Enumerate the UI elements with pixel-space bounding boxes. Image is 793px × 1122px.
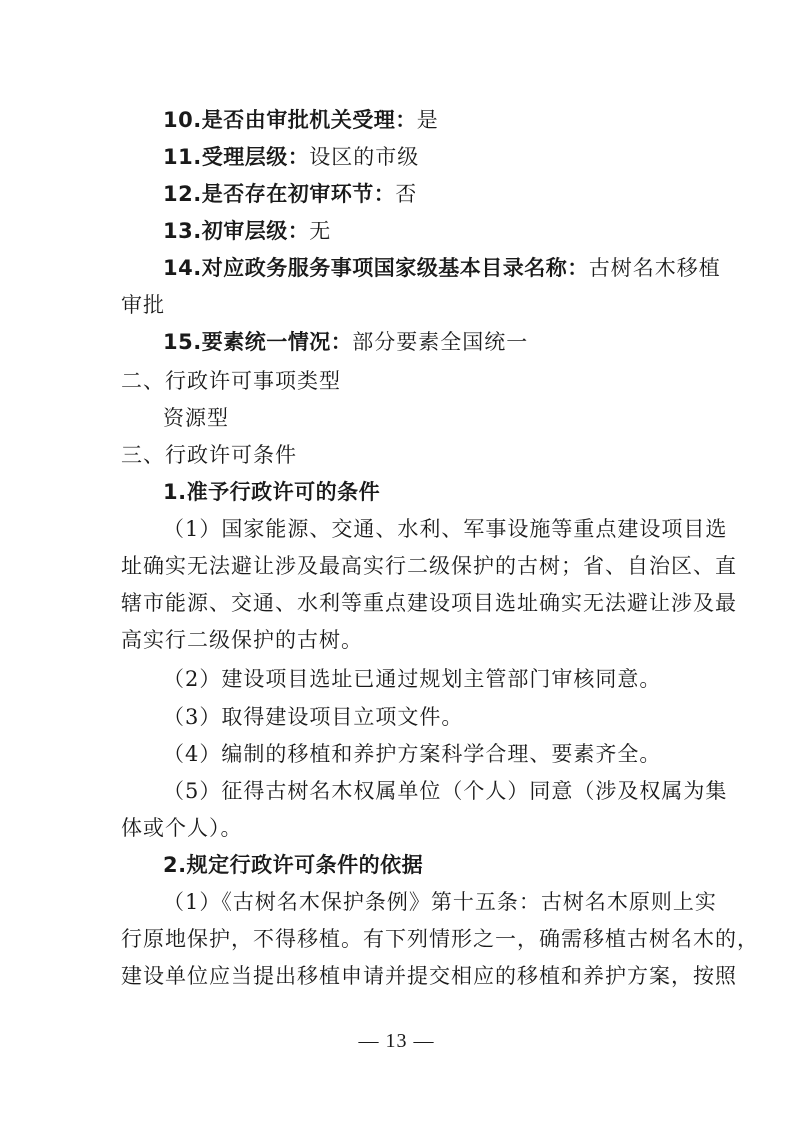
page-number: — 13 —: [358, 1030, 435, 1052]
condition-2: （2）建设项目选址已通过规划主管部门审核同意。: [163, 667, 662, 691]
section3-sub1: 1.准予行政许可的条件: [163, 480, 381, 504]
item-14: [163, 254, 721, 282]
basis-line-2: 行原地保护，不得移植。有下列情形之一，确需移植古树名木的，: [121, 927, 759, 951]
condition-5-line-2: 体或个人）。: [121, 816, 243, 840]
item-12: [163, 180, 417, 208]
condition-1-line-1: （1）国家能源、交通、水利、军事设施等重点建设项目选: [163, 517, 728, 541]
item-15-value: 部分要素全国统一: [352, 330, 529, 354]
item-11-label: 11.受理层级：: [163, 145, 310, 169]
item-10-label: 10.是否由审批机关受理：: [163, 108, 417, 132]
item-13-value: 无: [309, 219, 332, 243]
condition-1-line-3: 辖市能源、交通、水利等重点建设项目选址确实无法避让涉及最: [121, 591, 737, 615]
condition-4: （4）编制的移植和养护方案科学合理、要素齐全。: [163, 742, 662, 766]
item-13: [163, 217, 331, 245]
item-11-value: 设区的市级: [309, 145, 420, 169]
item-12-value: 否: [395, 182, 418, 206]
section2-text: 资源型: [163, 406, 229, 430]
section2-heading: 二、行政许可事项类型: [121, 369, 341, 393]
section3-sub2: 2.规定行政许可条件的依据: [163, 853, 424, 877]
section3-heading: 三、行政许可条件: [121, 443, 297, 467]
item-14-value: 古树名木移植: [588, 256, 721, 280]
basis-line-1: （1）《古树名木保护条例》第十五条：古树名木原则上实: [163, 890, 717, 914]
item-15-label: 15.要素统一情况：: [163, 330, 353, 354]
condition-3: （3）取得建设项目立项文件。: [163, 705, 464, 729]
condition-5-line-1: （5）征得古树名木权属单位（个人）同意（涉及权属为集: [163, 779, 728, 803]
condition-1-line-2: 址确实无法避让涉及最高实行二级保护的古树；省、自治区、直: [121, 554, 737, 578]
condition-1-line-4: 高实行二级保护的古树。: [121, 628, 363, 652]
item-12-label: 12.是否存在初审环节：: [163, 182, 396, 206]
basis-line-3: 建设单位应当提出移植申请并提交相应的移植和养护方案，按照: [121, 964, 737, 988]
item-10: [163, 106, 439, 134]
item-10-value: 是: [416, 108, 439, 132]
item-15: [163, 328, 528, 356]
item-14-label: 14.对应政务服务事项国家级基本目录名称：: [163, 256, 589, 280]
item-11: [163, 143, 419, 171]
item-13-label: 13.初审层级：: [163, 219, 310, 243]
item-14-value-continued: 审批: [121, 293, 165, 317]
